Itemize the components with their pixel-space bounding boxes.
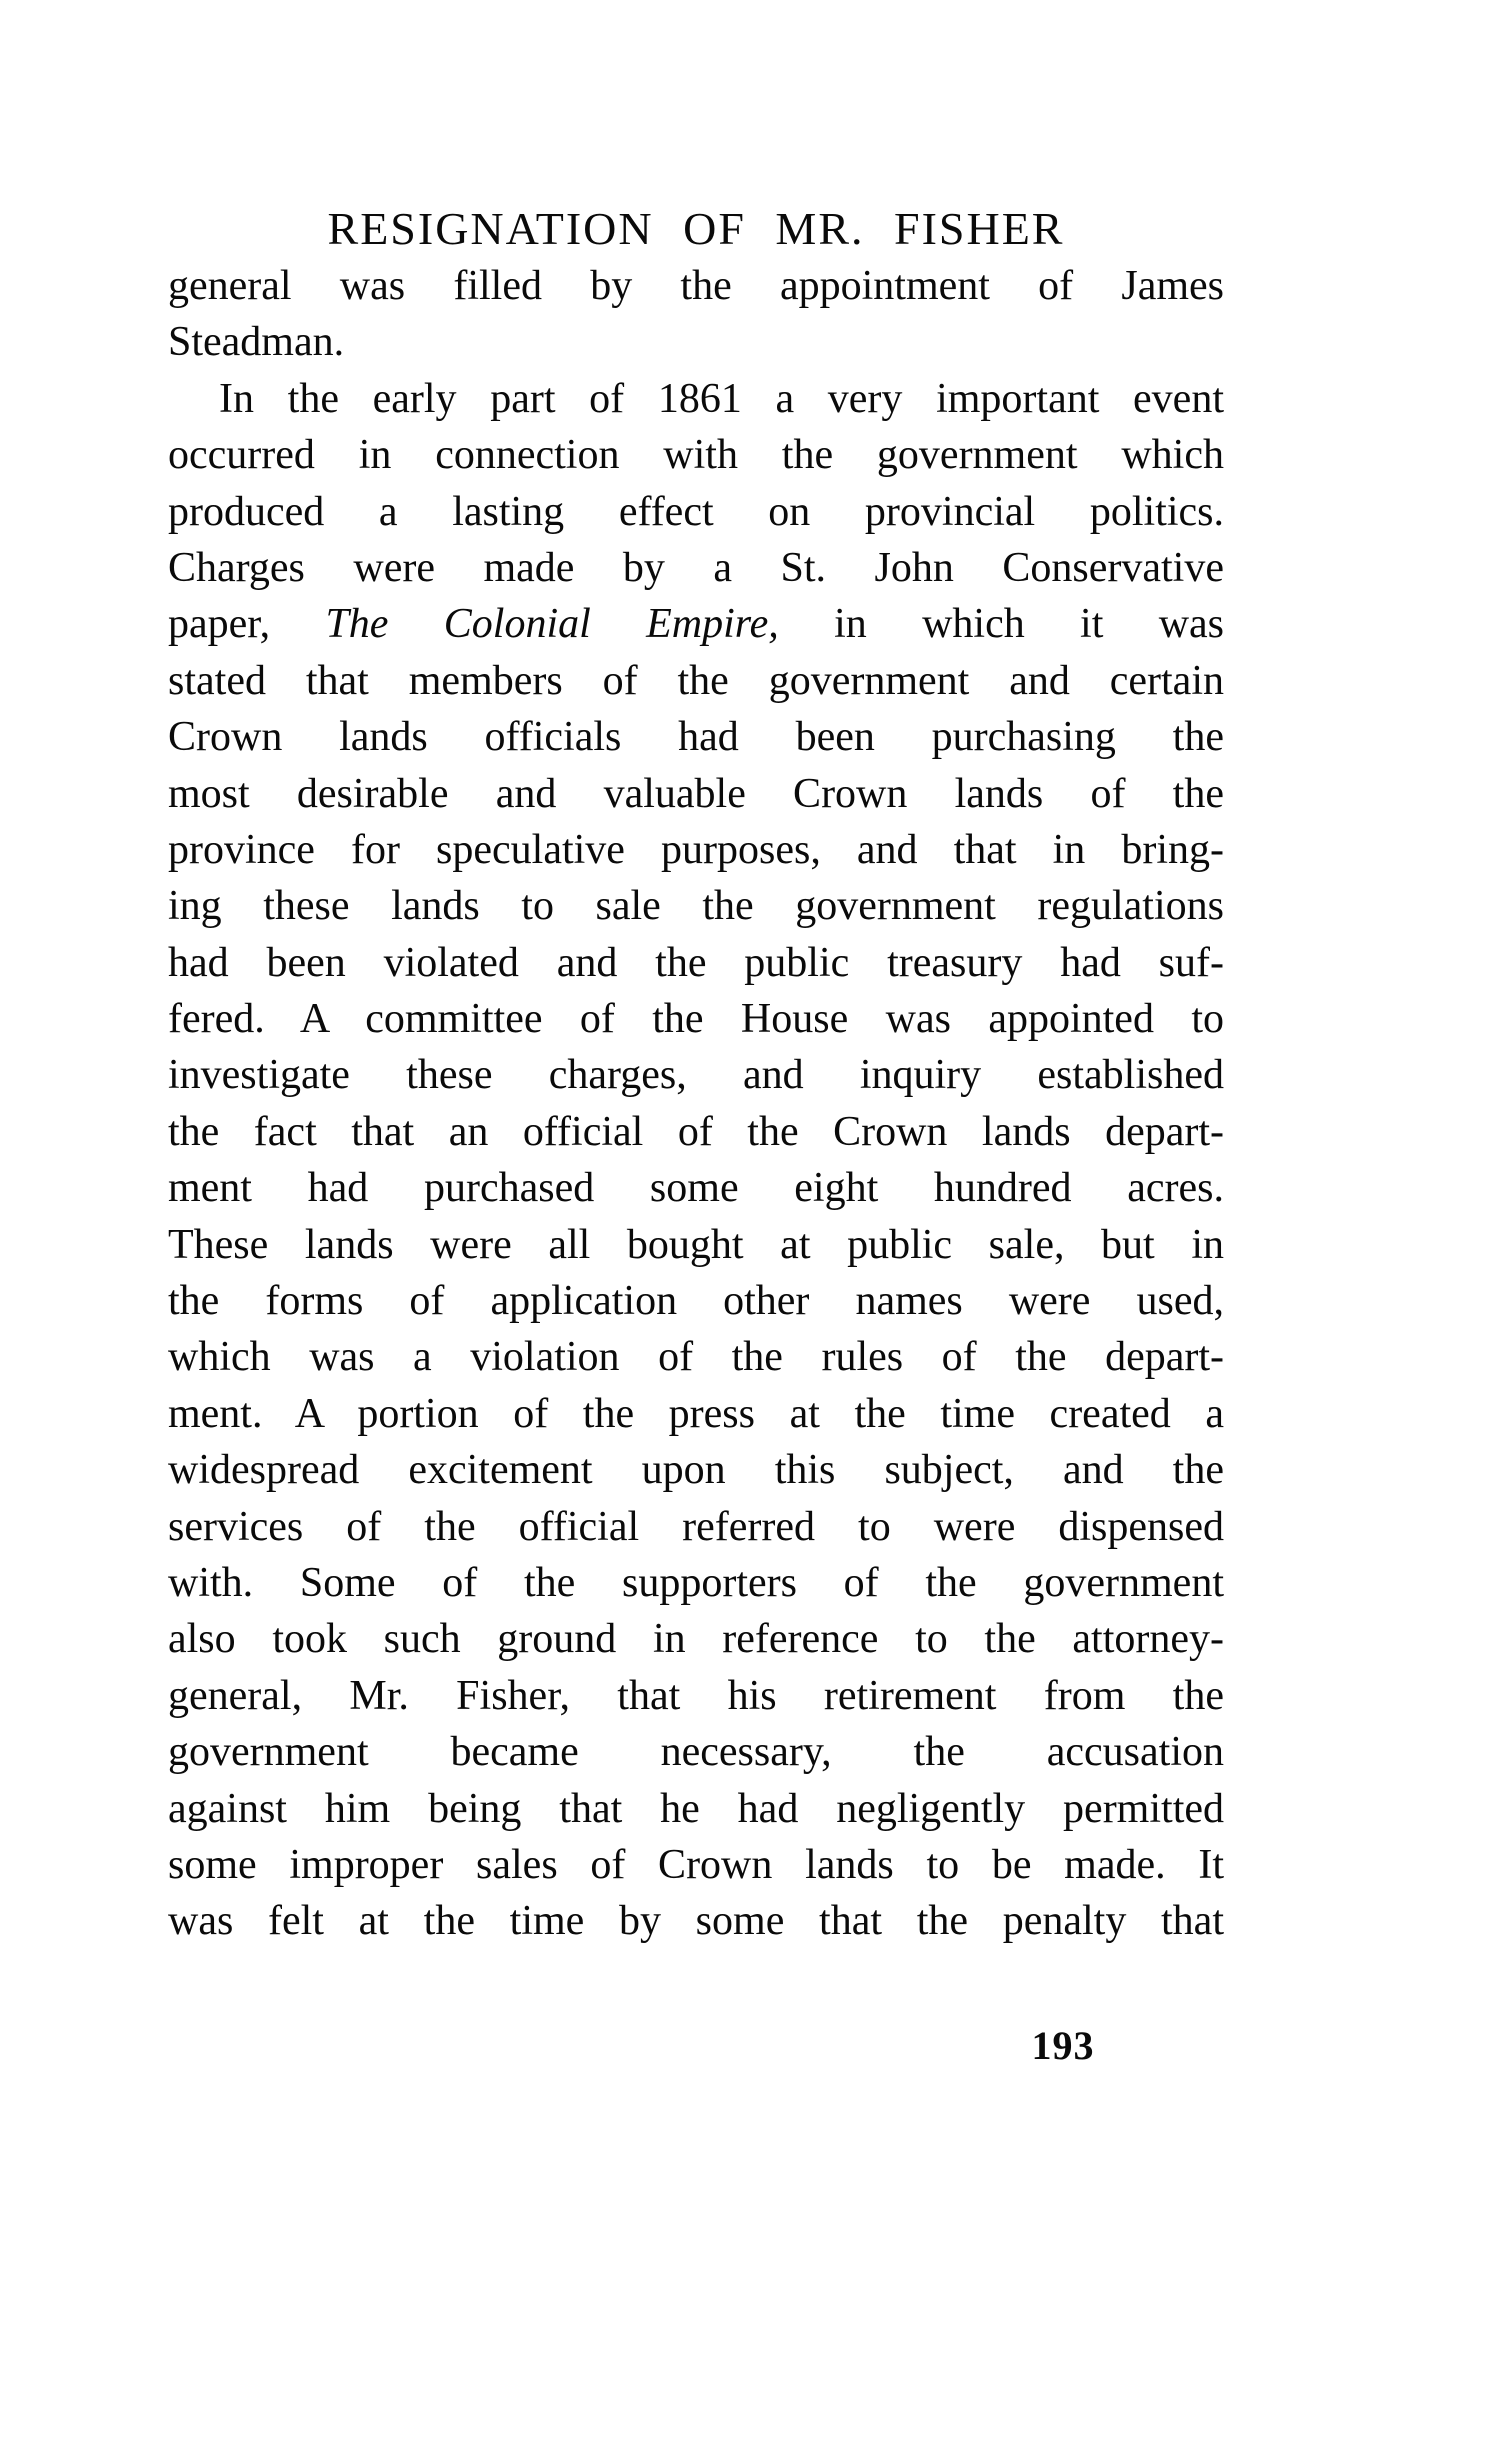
text-line: government became necessary, the accusation	[168, 1729, 1224, 1776]
text-line: fered. A committee of the House was appointed to	[168, 996, 1224, 1043]
text-line: Charges were made by a St. John Conservative	[168, 544, 1224, 591]
text-line: investigate these charges, and inquiry established	[168, 1052, 1224, 1099]
text-line: against him being that he had negligently permitted	[168, 1785, 1224, 1832]
text-line: ment had purchased some eight hundred acres.	[168, 1165, 1224, 1212]
text-segment: in which it was	[834, 601, 1225, 648]
text-line: general, Mr. Fisher, that his retirement from the	[168, 1672, 1224, 1719]
text-line: which was a violation of the rules of the depart-	[168, 1334, 1224, 1381]
body-text-block	[168, 258, 1224, 1950]
text-line: Crown lands officials had been purchasing the	[168, 714, 1224, 761]
text-line: most desirable and valuable Crown lands of the	[168, 770, 1224, 817]
page-number: 193	[1031, 2023, 1095, 2068]
text-line: services of the official referred to were dispensed	[168, 1503, 1224, 1550]
text-line: widespread excitement upon this subject, and the	[168, 1447, 1224, 1494]
publication-title-italic: The Colonial Empire,	[325, 601, 779, 648]
text-line: general was filled by the appointment of James	[168, 263, 1224, 309]
text-line: with. Some of the supporters of the government	[168, 1559, 1224, 1606]
text-line-paragraph-end: Steadman.	[168, 319, 345, 366]
text-line: had been violated and the public treasury had suf-	[168, 939, 1224, 986]
text-line: ing these lands to sale the government regulations	[168, 883, 1224, 930]
text-line: the forms of application other names were used,	[168, 1278, 1224, 1325]
chapter-running-head: RESIGNATION OF MR. FISHER	[327, 203, 1065, 254]
text-line: These lands were all bought at public sale, but in	[168, 1221, 1224, 1268]
text-line: occurred in connection with the government which	[168, 432, 1224, 479]
text-line: some improper sales of Crown lands to be made. It	[168, 1841, 1224, 1888]
text-segment: paper,	[168, 601, 271, 648]
text-line: province for speculative purposes, and that in bring-	[168, 826, 1224, 873]
text-line: stated that members of the government and certain	[168, 657, 1224, 704]
text-line: also took such ground in reference to the attorney-	[168, 1616, 1224, 1663]
text-line: ment. A portion of the press at the time created a	[168, 1390, 1224, 1437]
text-line: produced a lasting effect on provincial politics.	[168, 488, 1224, 535]
text-line: was felt at the time by some that the penalty that	[168, 1898, 1224, 1945]
text-line: the fact that an official of the Crown lands depart-	[168, 1108, 1224, 1155]
text-line-paragraph-start: In the early part of 1861 a very important event	[219, 375, 1224, 422]
text-line-with-publication-title	[168, 596, 1224, 652]
